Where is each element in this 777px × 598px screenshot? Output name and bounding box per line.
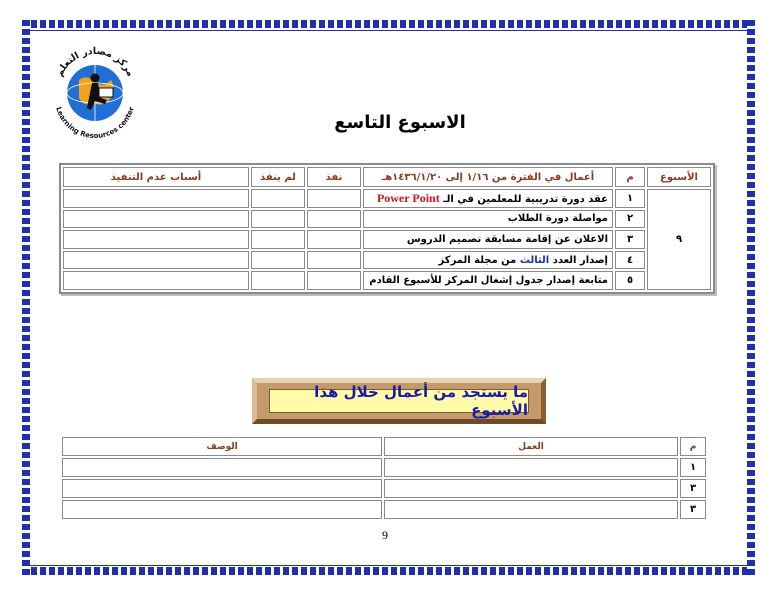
row-task-text-after: من مجلة المركز	[438, 254, 517, 266]
issue-highlight: الثالث	[519, 254, 550, 266]
header-task: أعمال في الفترة من ١/١٦ إلى ١٤٣٦/١/٢٠هـ	[363, 167, 613, 187]
table-header-row	[62, 437, 706, 456]
row-work-cell	[384, 479, 678, 498]
row-done-cell	[307, 189, 361, 208]
row-num: ٣	[680, 479, 706, 498]
row-done-cell	[307, 230, 361, 249]
header-num: م	[680, 437, 706, 456]
row-reason-cell	[63, 251, 249, 270]
header-description: الوصف	[62, 437, 382, 456]
row-task-text: عقد دورة تدريبية للمعلمين في الـ	[443, 193, 608, 205]
header-week: الأسبوع	[647, 167, 711, 187]
header-reasons: أسباب عدم التنفيذ	[63, 167, 249, 187]
frame-inner-line-top	[30, 30, 747, 31]
row-num: ٥	[615, 271, 645, 290]
row-num: ٣	[680, 500, 706, 519]
row-not-done-cell	[251, 189, 305, 208]
row-num: ٤	[615, 251, 645, 270]
logo-english-text: Learning Resources center	[54, 105, 136, 138]
row-done-cell	[307, 251, 361, 270]
page-title: الاسبوع التاسع	[334, 112, 466, 133]
new-tasks-table	[60, 435, 708, 513]
row-task: الاعلان عن إقامة مسابقة تصميم الدروس	[363, 230, 613, 249]
row-description-cell	[62, 500, 382, 519]
logo-arabic-text: مركز مصادر التعلم	[54, 45, 136, 79]
weekly-tasks-table	[59, 163, 715, 294]
table-row	[62, 458, 706, 477]
row-description-cell	[62, 458, 382, 477]
header-not-done: لم ينفذ	[251, 167, 305, 187]
row-num: ١	[615, 189, 645, 208]
row-not-done-cell	[251, 230, 305, 249]
row-num: ٣	[615, 230, 645, 249]
new-tasks-banner-inner	[269, 383, 529, 419]
table-row	[63, 251, 711, 270]
table-row	[63, 210, 711, 229]
globe-reader-icon	[45, 38, 145, 138]
row-work-cell	[384, 458, 678, 477]
row-reason-cell	[63, 271, 249, 290]
row-reason-cell	[63, 230, 249, 249]
row-not-done-cell	[251, 271, 305, 290]
frame-border-left	[22, 20, 30, 575]
frame-border-bottom	[22, 567, 755, 575]
row-task	[363, 189, 613, 208]
row-task	[363, 251, 613, 270]
row-task: متابعة إصدار جدول إشغال المركز للأسبوع القادم	[363, 271, 613, 290]
frame-inner-line-bottom	[30, 565, 747, 566]
table-row	[62, 500, 706, 519]
row-not-done-cell	[251, 251, 305, 270]
row-reason-cell	[63, 210, 249, 229]
frame-border-right	[747, 20, 755, 575]
learning-resources-logo	[45, 38, 145, 138]
new-tasks-banner	[252, 378, 546, 424]
row-work-cell	[384, 500, 678, 519]
header-work: العمل	[384, 437, 678, 456]
row-task: مواصلة دورة الطلاب	[363, 210, 613, 229]
table-row	[62, 479, 706, 498]
frame-border-top	[22, 20, 755, 28]
row-num: ١	[680, 458, 706, 477]
row-num: ٢	[615, 210, 645, 229]
power-point-highlight: Power Point	[376, 190, 440, 205]
table-row	[63, 271, 711, 290]
table-row	[63, 189, 711, 208]
row-done-cell	[307, 271, 361, 290]
row-done-cell	[307, 210, 361, 229]
header-num: م	[615, 167, 645, 187]
table-row	[63, 230, 711, 249]
row-description-cell	[62, 479, 382, 498]
header-done: نفذ	[307, 167, 361, 187]
row-not-done-cell	[251, 210, 305, 229]
row-reason-cell	[63, 189, 249, 208]
week-number: ٩	[647, 189, 711, 290]
page-number: 9	[382, 528, 388, 542]
table-header-row	[63, 167, 711, 187]
new-tasks-banner-text: ما يستجد من أعمال خلال هذا الأسبوع	[314, 383, 528, 419]
row-task-text-before: إصدار العدد	[552, 254, 608, 266]
